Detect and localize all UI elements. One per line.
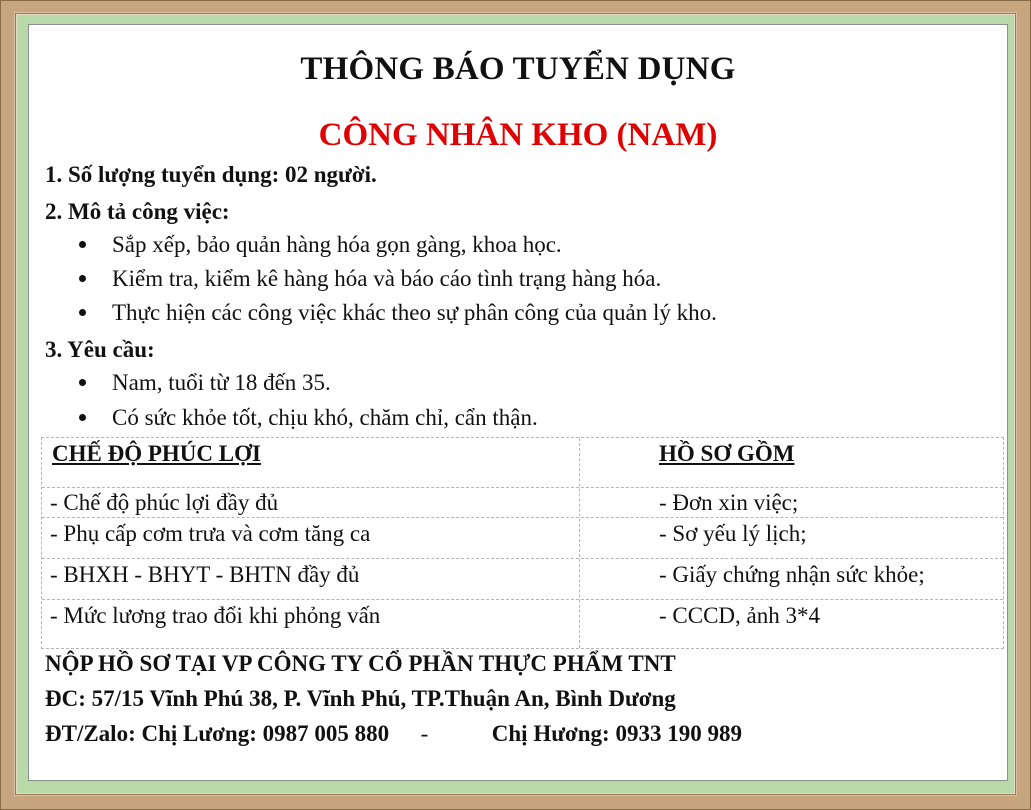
bullet-icon <box>79 379 86 386</box>
list-item <box>79 300 717 326</box>
benefits-documents-table <box>41 437 1004 649</box>
bullet-icon <box>79 309 86 316</box>
contact-line <box>45 721 742 747</box>
job-title: CÔNG NHÂN KHO (NAM) <box>318 117 718 153</box>
list-item <box>79 370 331 396</box>
list-item-text: Nam, tuổi từ 18 đến 35. <box>112 370 331 395</box>
column-divider <box>579 438 580 648</box>
notice-paper <box>28 24 1008 781</box>
table-header-benefits: CHẾ ĐỘ PHÚC LỢI <box>52 441 261 466</box>
job-description-heading: 2. Mô tả công việc: <box>45 199 230 224</box>
table-cell: - Chế độ phúc lợi đầy đủ <box>50 490 279 515</box>
table-cell: - Phụ cấp cơm trưa và cơm tăng ca <box>50 521 371 546</box>
table-header-documents: HỒ SƠ GỒM <box>659 441 795 466</box>
list-item <box>79 266 661 292</box>
list-item-text: Kiểm tra, kiểm kê hàng hóa và báo cáo tình trạng hàng hóa. <box>112 266 662 291</box>
address-line: ĐC: 57/15 Vĩnh Phú 38, P. Vĩnh Phú, TP.Thuận An, Bình Dương <box>45 686 676 711</box>
list-item-text: Sắp xếp, bảo quản hàng hóa gọn gàng, khoa học. <box>112 232 562 257</box>
list-item <box>79 405 538 431</box>
page-title: THÔNG BÁO TUYỂN DỤNG <box>300 51 736 87</box>
table-cell: - BHXH - BHYT - BHTN đầy đủ <box>50 562 360 587</box>
table-cell: - Đơn xin việc; <box>659 490 799 515</box>
table-cell: - CCCD, ảnh 3*4 <box>659 603 820 628</box>
table-cell: - Sơ yếu lý lịch; <box>659 521 807 546</box>
table-cell: - Giấy chứng nhận sức khỏe; <box>659 562 925 587</box>
contact-separator: - <box>420 721 429 746</box>
row-divider <box>42 487 1003 488</box>
requirements-heading: 3. Yêu cầu: <box>45 337 155 362</box>
row-divider <box>42 558 1003 559</box>
contact-2: Chị Hương: 0933 190 989 <box>491 721 742 746</box>
list-item <box>79 232 562 258</box>
bullet-icon <box>79 241 86 248</box>
submit-location: NỘP HỒ SƠ TẠI VP CÔNG TY CỔ PHẦN THỰC PHẨM TNT <box>45 651 676 676</box>
bullet-icon <box>79 414 86 421</box>
bullet-icon <box>79 275 86 282</box>
row-divider <box>42 599 1003 600</box>
table-cell: - Mức lương trao đổi khi phỏng vấn <box>50 603 381 628</box>
row-divider <box>42 517 1003 518</box>
headcount-line: 1. Số lượng tuyển dụng: 02 người. <box>45 162 377 187</box>
contact-1: ĐT/Zalo: Chị Lương: 0987 005 880 <box>45 721 390 746</box>
list-item-text: Thực hiện các công việc khác theo sự phân công của quản lý kho. <box>112 300 717 325</box>
list-item-text: Có sức khỏe tốt, chịu khó, chăm chỉ, cẩn thận. <box>112 405 538 430</box>
